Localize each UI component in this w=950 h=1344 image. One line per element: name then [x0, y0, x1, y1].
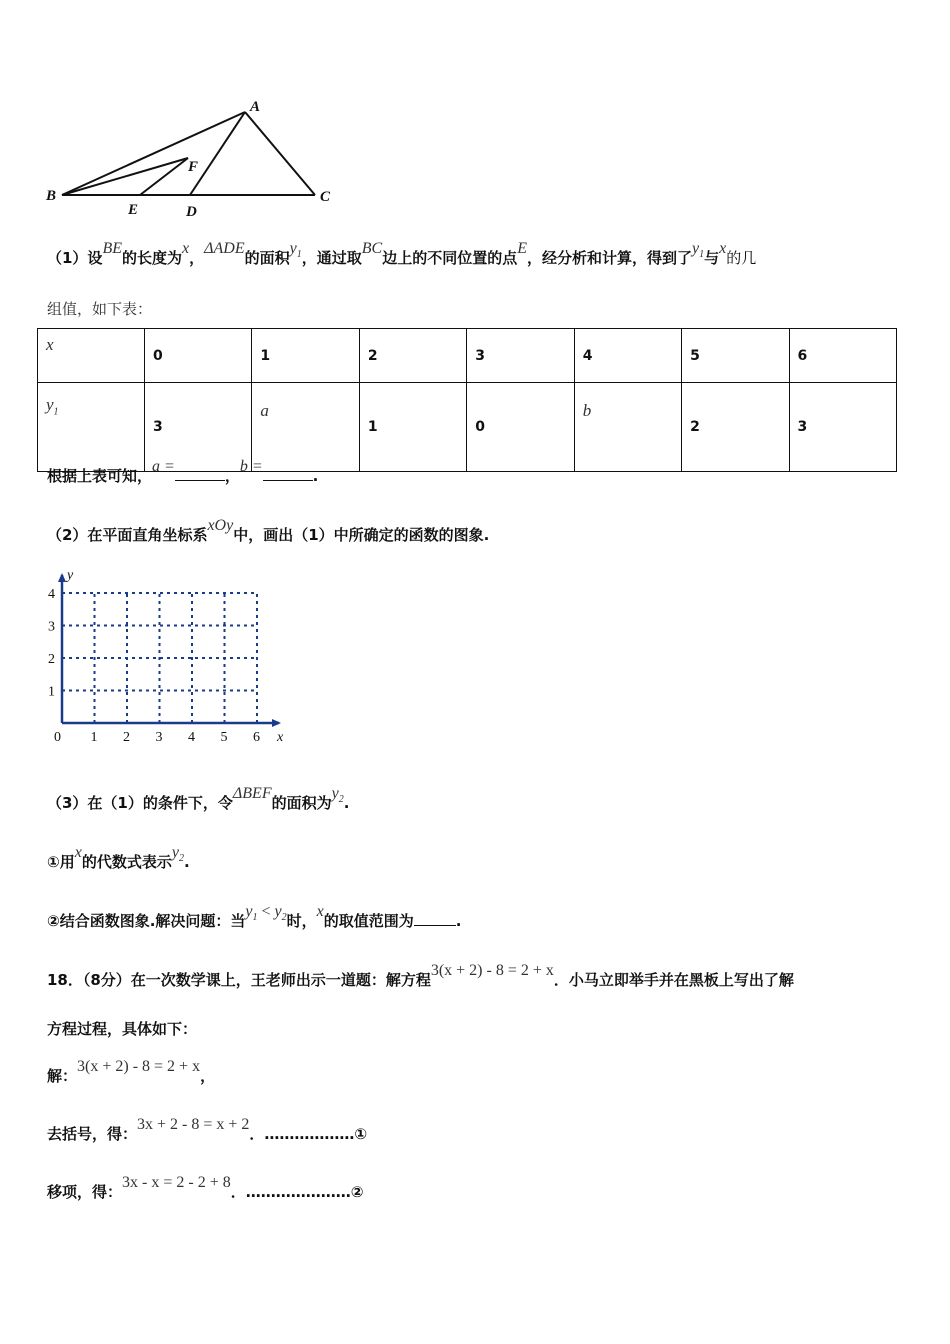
value-table — [37, 328, 897, 472]
table-cell: 3 — [145, 383, 252, 472]
math-equation: 3(x + 2) - 8 = 2 + x — [430, 962, 554, 979]
math-y2: $y_2$ — [331, 785, 344, 806]
table-cell: 2 — [682, 383, 789, 472]
answer-line: 根据上表可知，a =，b =. — [47, 458, 319, 485]
answer-blank-range[interactable] — [414, 925, 456, 926]
math-inequality: $y_1 < y_2$ — [245, 903, 287, 924]
table-cell: 5 — [682, 329, 789, 383]
segment-ac — [245, 112, 315, 195]
table-cell: 1 — [359, 383, 466, 472]
label-a: A — [250, 99, 261, 115]
y-tick-label: 3 — [48, 619, 55, 635]
math-y1-b: $y_1$ — [692, 240, 705, 261]
part1-line1: （1）设BE的长度为x，ΔADE的面积$y_1$，通过取BC边上的不同位置的点E，经分析和计算，得到了$y_1$与x的几 — [47, 240, 757, 267]
table-cell: 3 — [467, 329, 574, 383]
x-tick-label: 0 — [54, 730, 61, 745]
q18-line2: 方程过程，具体如下： — [47, 1020, 198, 1038]
math-bc: BC — [361, 240, 383, 257]
label-f: F — [188, 159, 199, 175]
x-tick-label: 2 — [123, 730, 130, 745]
x-axis-arrow-icon — [272, 719, 281, 727]
table-cell: 0 — [467, 383, 574, 472]
table-cell: b — [574, 383, 681, 472]
math-tri-bef: ΔBEF — [232, 785, 272, 802]
solution-line2: 移项，得：3x - x = 2 - 2 + 8．…………………② — [47, 1174, 364, 1201]
answer-blank-a[interactable] — [175, 480, 225, 481]
triangle-figure — [40, 95, 340, 225]
y-tick-label: 4 — [48, 587, 55, 602]
y-tick-label: 2 — [48, 652, 55, 667]
table-cell: 6 — [789, 329, 896, 383]
table-cell: 1 — [252, 329, 359, 383]
table-cell: 4 — [574, 329, 681, 383]
math-e: E — [517, 240, 528, 257]
math-be: BE — [102, 240, 122, 257]
math-b-eq: b = — [239, 458, 263, 475]
question-1: ①用x的代数式表示$y_2$. — [47, 844, 190, 871]
x-tick-label: 1 — [90, 730, 98, 745]
part1-line2: 组值，如下表： — [47, 300, 153, 318]
y-tick-label: 1 — [48, 684, 55, 700]
label-c: C — [320, 189, 331, 205]
math-xoy: xOy — [207, 517, 234, 534]
question-2: ②结合函数图象.解决问题：当$y_1 < y_2$时，x的取值范围为 . — [47, 903, 462, 930]
table-header-x: x — [38, 329, 145, 383]
segment-bf — [62, 158, 188, 195]
solution-line0: 解：3(x + 2) - 8 = 2 + x， — [47, 1058, 216, 1085]
x-tick-label: 4 — [188, 730, 195, 745]
label-d: D — [186, 204, 197, 220]
math-x: x — [182, 240, 190, 257]
y-axis-arrow-icon — [58, 573, 66, 582]
math-a-eq: a = — [152, 458, 175, 475]
math-tri-ade: ΔADE — [204, 240, 245, 257]
table-row-x — [38, 329, 897, 383]
part3-line: （3）在（1）的条件下，令ΔBEF的面积为$y_2$. — [47, 785, 350, 812]
table-cell: a — [252, 383, 359, 472]
table-cell: 3 — [789, 383, 896, 472]
q18-line1: 18．（8分）在一次数学课上，王老师出示一道题：解方程3(x + 2) - 8 = 2 + x．小马立即举手并在黑板上写出了解 — [47, 962, 794, 989]
answer-blank-b[interactable] — [263, 480, 313, 481]
x-tick-label: 5 — [220, 730, 228, 745]
y-axis-label: y — [67, 568, 74, 583]
label-e: E — [128, 202, 139, 218]
coordinate-grid — [40, 565, 290, 750]
part2-line: （2）在平面直角坐标系xOy中，画出（1）中所确定的函数的图象. — [47, 517, 490, 544]
x-tick-label: 3 — [155, 730, 163, 745]
table-cell: 2 — [359, 329, 466, 383]
segment-fe — [140, 158, 188, 195]
x-axis-label: x — [277, 730, 284, 745]
x-tick-label: 6 — [253, 730, 260, 745]
table-header-y: $y_1$ — [38, 383, 145, 472]
math-y1: $y_1$ — [289, 240, 302, 261]
table-cell: 0 — [145, 329, 252, 383]
solution-line1: 去括号，得：3x + 2 - 8 = x + 2．………………① — [47, 1116, 368, 1143]
label-b: B — [46, 188, 57, 204]
